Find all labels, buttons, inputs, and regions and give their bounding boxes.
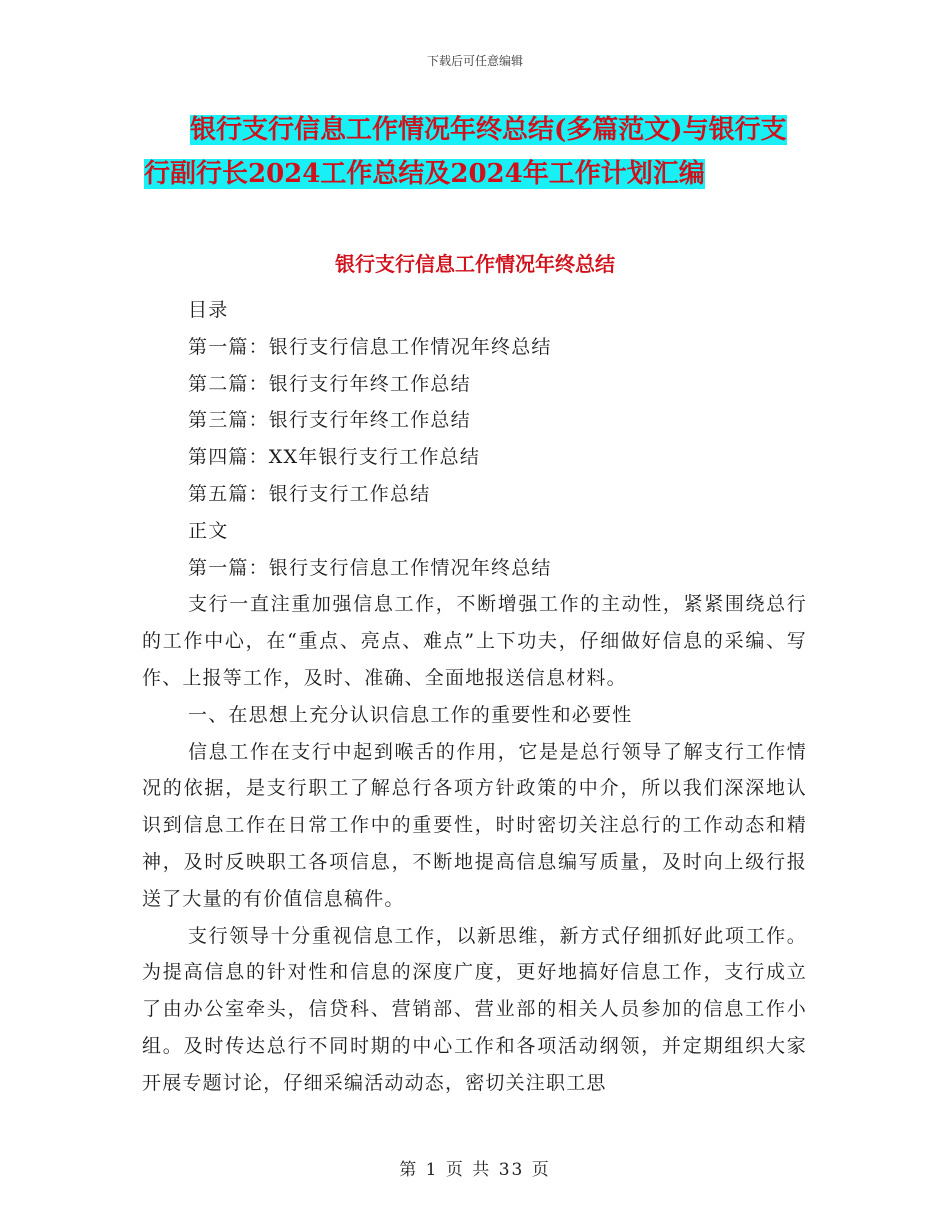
toc-item: 第五篇：银行支行工作总结 bbox=[188, 482, 431, 505]
toc-item: 第一篇：银行支行信息工作情况年终总结 bbox=[188, 335, 552, 358]
toc-item: 第四篇：XX年银行支行工作总结 bbox=[188, 446, 481, 469]
section-title: 银行支行信息工作情况年终总结 bbox=[335, 252, 615, 276]
body-subheading: 一、在思想上充分认识信息工作的重要性和必要性 bbox=[188, 703, 633, 726]
toc-item: 第二篇：银行支行年终工作总结 bbox=[188, 372, 471, 395]
document-title bbox=[144, 108, 830, 196]
body-paragraph: 支行领导十分重视信息工作，以新思维，新方式仔细抓好此项工作。为提高信息的针对性和信息的深度广度，更好地搞好信息工作，支行成立了由办公室牵头，信贷科、营销部、营业部的相关人员参加的信息工作小组。及时传达总行不同时期的中心工作和各项活动纲领，并定期组织大家开展专题讨论，仔细采编活动动态，密切关注职工思 bbox=[142, 924, 807, 1094]
page-number: 第 1 页 共 33 页 bbox=[399, 1160, 551, 1180]
toc-item: 第三篇：银行支行年终工作总结 bbox=[188, 409, 471, 432]
title-line-1: 银行支行信息工作情况年终总结(多篇范文)与银行支 bbox=[190, 115, 787, 145]
body-paragraph: 信息工作在支行中起到喉舌的作用，它是是总行领导了解支行工作情况的依据，是支行职工了解总行各项方针政策的中介，所以我们深深地认识到信息工作在日常工作中的重要性，时时密切关注总行的工作动态和精神，及时反映职工各项信息，不断地提高信息编写质量，及时向上级行报送了大量的有价值信息稿件。 bbox=[142, 740, 807, 910]
chapter-heading: 第一篇：银行支行信息工作情况年终总结 bbox=[188, 556, 552, 579]
page-header-note: 下载后可任意编辑 bbox=[426, 54, 523, 68]
document-body bbox=[142, 292, 807, 1102]
toc-label: 目录 bbox=[188, 299, 229, 321]
body-paragraph: 支行一直注重加强信息工作，不断增强工作的主动性，紧紧围绕总行的工作中心，在“重点、亮点、难点”上下功夫，仔细做好信息的采编、写作、上报等工作，及时、准确、全面地报送信息材料。 bbox=[142, 593, 807, 689]
body-label: 正文 bbox=[188, 519, 229, 542]
title-line-2: 行副行长2024工作总结及2024年工作计划汇编 bbox=[144, 159, 705, 189]
